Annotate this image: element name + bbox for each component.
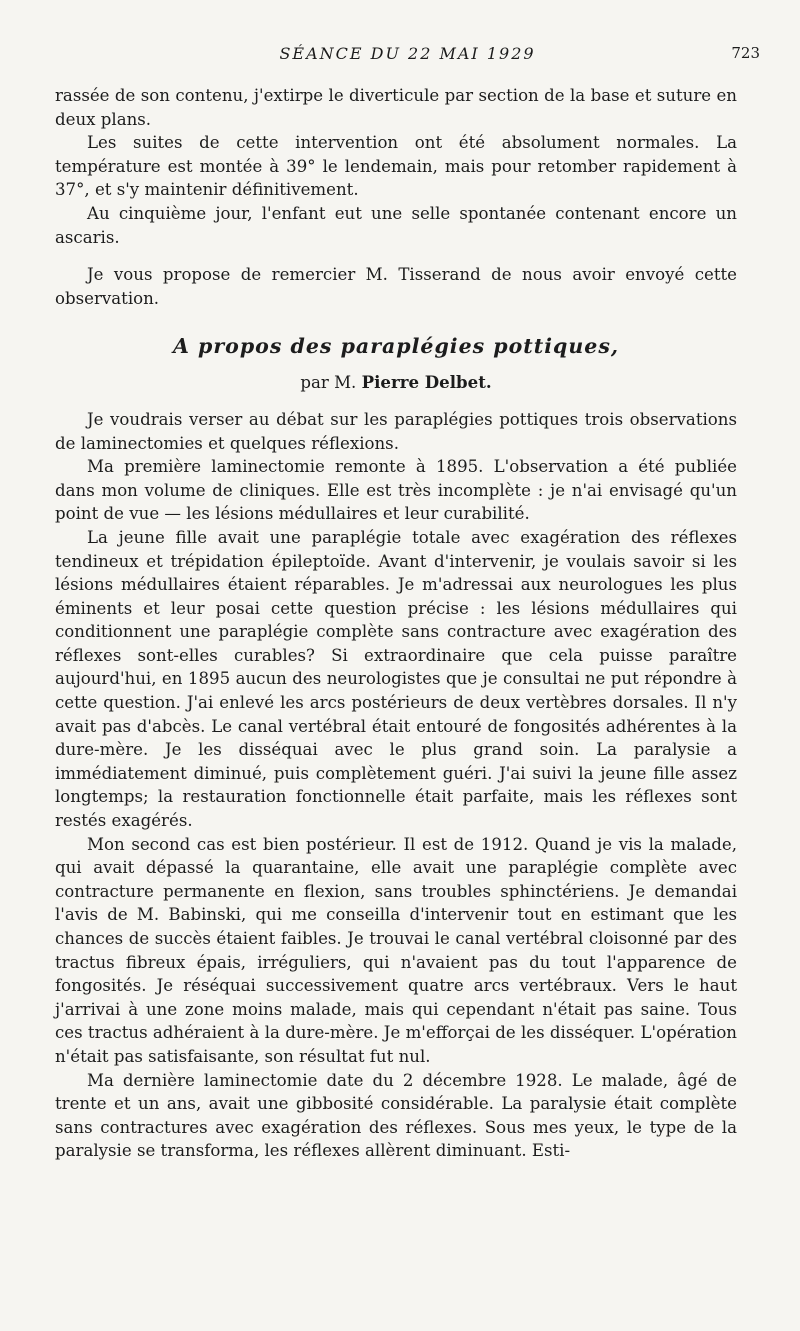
- article-paragraph-4: Mon second cas est bien postérieur. Il est de 1912. Quand je vis la malade, qui avait dépassé la quarantaine, elle avait une paraplégie complète avec contracture permanente en flexion, sans troubles sphinctériens. Je demandai l'avis de M. Babinski, qui me conseilla d'intervenir tout en estimant que les chances de succès étaient faibles. Je trouvai le canal vertébral cloisonné par des tractus fibreux épais, irréguliers, qui n'avaient pas du tout l'apparence de fongosités. Je réséquai successivement quatre arcs vertébraux. Vers le haut j'arrivai à une zone moins malade, mais qui cependant n'était pas saine. Tous ces tractus adhéraient à la dure-mère. Je m'efforçai de les disséquer. L'opération n'était pas satisfaisante, son résultat fut nul.: [55, 834, 737, 1066]
- intro-paragraph-2: Les suites de cette intervention ont été absolument normales. La température est montée à 39° le lendemain, mais pour retomber rapidement à 37°, et s'y maintenir définitivement.: [55, 133, 737, 200]
- article-paragraph-2: Ma première laminectomie remonte à 1895. L'observation a été publiée dans mon volume de cliniques. Elle est très incomplète : je n'ai envisagé qu'un point de vue — les lésions médullaires et leur curabilité.: [55, 457, 737, 524]
- body-text: [55, 84, 737, 1163]
- article-paragraph-3: La jeune fille avait une paraplégie totale avec exagération des réflexes tendineux et trépidation épileptoïde. Avant d'intervenir, je voulais savoir si les lésions médullaires étaient réparables. Je m'adressai aux neurologues les plus éminents et leur posai cette question précise : les lésions médullaires qui conditionnent une paraplégie complète sans contracture avec exagération des réflexes sont-elles curables? Si extraordinaire que cela puisse paraître aujourd'hui, en 1895 aucun des neurologistes que je consultai ne put répondre à cette question. J'ai enlevé les arcs postérieurs de deux vertèbres dorsales. Il n'y avait pas d'abcès. Le canal vertébral était entouré de fongosités adhérentes à la dure-mère. Je les disséquai avec le plus grand soin. La paralysie a immédiatement diminué, puis complètement guéri. J'ai suivi la jeune fille assez longtemps; la restauration fonctionnelle était parfaite, mais les réflexes sont restés exagérés.: [55, 527, 737, 831]
- author-name: Pierre Delbet.: [361, 372, 492, 393]
- article-byline: [55, 371, 737, 395]
- page-header: [55, 44, 760, 68]
- intro-paragraph-4: Je vous propose de remercier M. Tisserand de nous avoir envoyé cette observation.: [55, 265, 737, 308]
- byline-prefix: par M.: [300, 373, 357, 393]
- article-paragraph-1: Je voudrais verser au débat sur les paraplégies pottiques trois observations de laminectomies et quelques réflexions.: [55, 409, 737, 453]
- intro-paragraph-3: Au cinquième jour, l'enfant eut une selle spontanée contenant encore un ascaris.: [55, 203, 737, 247]
- page-number: 723: [731, 44, 760, 62]
- running-title: SÉANCE DU 22 MAI 1929: [279, 44, 536, 63]
- article-paragraph-5: Ma dernière laminectomie date du 2 décembre 1928. Le malade, âgé de trente et un ans, avait une gibbosité considérable. La paralysie était complète sans contractures avec exagération des réflexes. Sous mes yeux, le type de la paralysie se transforma, les réflexes allèrent diminuant. Esti-: [55, 1070, 737, 1161]
- article-title: A propos des paraplégies pottiques,: [173, 334, 619, 359]
- intro-paragraph-1: rassée de son contenu, j'extirpe le diverticule par section de la base et suture en deux plans.: [55, 86, 737, 129]
